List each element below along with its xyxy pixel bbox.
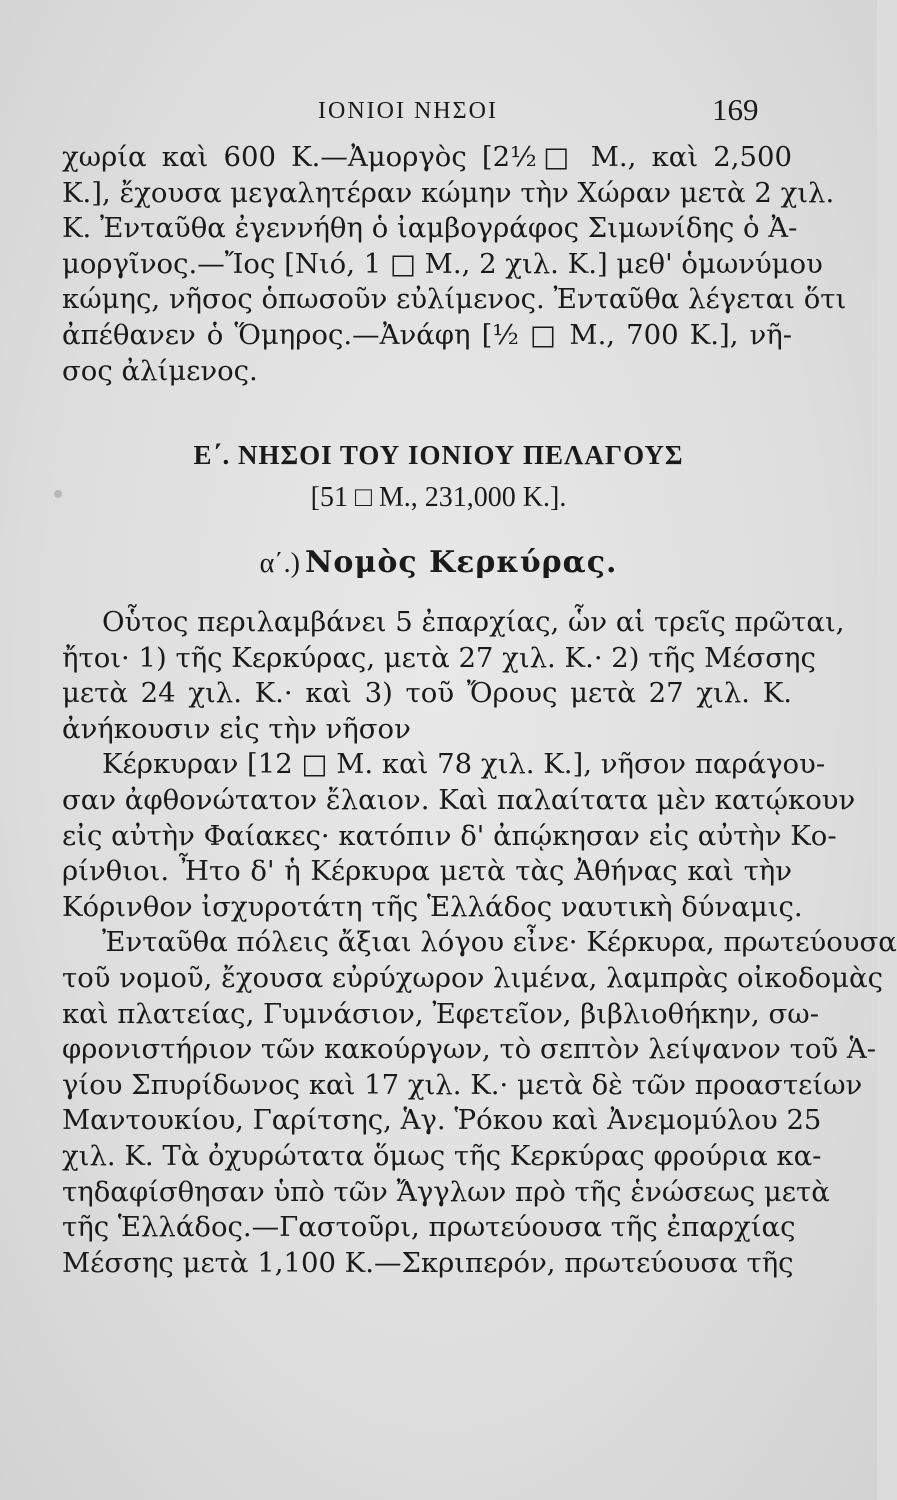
text-line: Κ. Ἐνταῦθα ἐγεννήθη ὁ ἰαμβογράφος Σιμωνίδης ὁ Ἀ- (62, 212, 798, 245)
text-line: σος ἀλίμενος. (62, 354, 258, 387)
running-title: ΙΟΝΙΟΙ ΝΗΣΟΙ (318, 98, 498, 124)
text-line: Μαντουκίου, Γαρίτσης, Ἁγ. Ῥόκου καὶ Ἀνεμομύλου 25 (62, 1104, 822, 1137)
paragraph-amorgos (62, 140, 847, 389)
text-line: εἰς αὐτὴν Φαίακες· κατόπιν δ' ἀπῴκησαν εἰς αὐτὴν Κο- (62, 819, 837, 852)
text-line: γίου Σπυρίδωνος καὶ 17 χιλ. Κ.· μετὰ δὲ τῶν προαστείων (62, 1068, 863, 1101)
subsection-heading (0, 545, 877, 580)
text-line: Κόρινθον ἰσχυροτάτη τῆς Ἑλλάδος ναυτικὴ δύναμις. (62, 890, 803, 923)
text-line: φρονιστήριον τῶν κακούργων, τὸ σεπτὸν λείψανον τοῦ Ἁ- (62, 1033, 876, 1066)
text-line: ρίνθιοι. Ἦτο δ' ἡ Κέρκυρα μετὰ τὰς Ἀθήνας καὶ τὴν (62, 855, 792, 888)
section-heading: Ε΄. ΝΗΣΟΙ ΤΟΥ ΙΟΝΙΟΥ ΠΕΛΑΓΟΥΣ (193, 440, 684, 470)
text-line: χωρία καὶ 600 Κ.—Ἀμοργὸς [2½□ Μ., καὶ 2,500 (62, 141, 792, 173)
text-line: χιλ. Κ. Τὰ ὀχυρώτατα ὅμως τῆς Κερκύρας φρούρια κα- (62, 1139, 822, 1172)
text-line: σαν ἀφθονώτατον ἔλαιον. Καὶ παλαίτατα μὲν κατῴκουν (62, 783, 856, 816)
section-statistics: [51 □ Μ., 231,000 Κ.]. (310, 482, 567, 513)
text-line: ἤτοι· 1) τῆς Κερκύρας, μετὰ 27 χιλ. Κ.· 2) τῆς Μέσσης (62, 641, 816, 674)
text-line: μετὰ 24 χιλ. Κ.· καὶ 3) τοῦ Ὄρους μετὰ 27 χιλ. Κ. (62, 677, 792, 710)
text-line: Μέσσης μετὰ 1,100 Κ.—Σκριπερόν, πρωτεύουσα τῆς (62, 1246, 794, 1279)
text-line: Οὗτος περιλαμβάνει 5 ἐπαρχίας, ὧν αἱ τρεῖς πρῶται, (102, 606, 845, 638)
subsection-title: Νομὸς Κερκύρας. (305, 545, 618, 580)
page-number: 169 (712, 92, 759, 127)
text-line: Ἐνταῦθα πόλεις ἄξιαι λόγου εἶνε· Κέρκυρα, πρωτεύουσα (102, 926, 897, 959)
text-line: τῆς Ἑλλάδος.—Γαστοῦρι, πρωτεύουσα τῆς ἐπαρχίας (62, 1211, 796, 1244)
running-head (0, 92, 877, 132)
text-line: τοῦ νομοῦ, ἔχουσα εὐρύχωρον λιμένα, λαμπρὰς οἰκοδομὰς (62, 961, 883, 994)
text-line: κώμης, νῆσος ὁπωσοῦν εὐλίμενος. Ἐνταῦθα λέγεται ὅτι (62, 283, 847, 316)
text-line: Κ.], ἔχουσα μεγαλητέραν κώμην τὴν Χώραν μετὰ 2 χιλ. (62, 176, 835, 209)
paragraph-kerkyra (62, 605, 897, 1281)
text-line: ἀπέθανεν ὁ Ὅμηρος.—Ἀνάφη [½ □ Μ., 700 Κ.], νῆ- (62, 318, 792, 351)
subsection-label: α΄.) (259, 548, 300, 579)
text-line: μοργῖνος.—Ἴος [Νιό, 1 □ Μ., 2 χιλ. Κ.] μεθ' ὁμωνύμου (62, 247, 823, 280)
text-line: τηδαφίσθησαν ὑπὸ τῶν Ἄγγλων πρὸ τῆς ἑνώσεως μετὰ (62, 1175, 830, 1208)
text-line: Κέρκυραν [12 □ Μ. καὶ 78 χιλ. Κ.], νῆσον παράγου- (102, 748, 826, 781)
text-line: ἀνήκουσιν εἰς τὴν νῆσον (62, 712, 411, 745)
text-line: καὶ πλατείας, Γυμνάσιον, Ἐφετεῖον, βιβλιοθήκην, σω- (62, 997, 820, 1030)
